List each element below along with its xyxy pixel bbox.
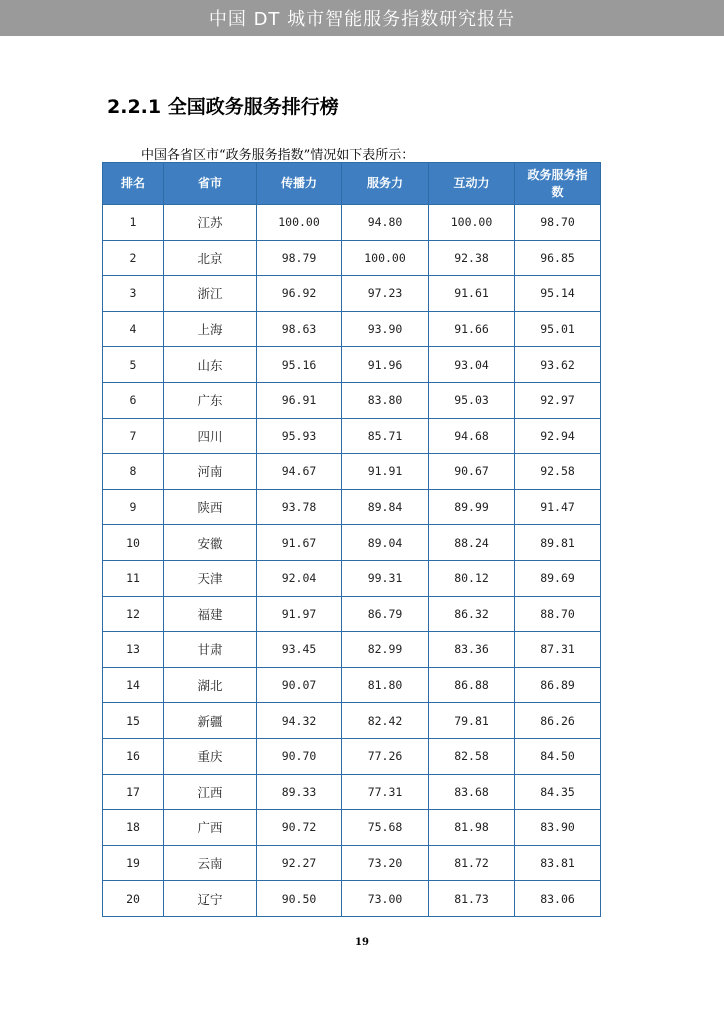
province-cell: 江西 (164, 774, 257, 810)
service-cell: 85.71 (342, 418, 429, 454)
index-cell: 84.35 (515, 774, 601, 810)
table-row (103, 454, 601, 490)
spread-cell: 93.78 (257, 489, 342, 525)
rank-cell: 19 (103, 845, 164, 881)
province-cell: 天津 (164, 560, 257, 596)
spread-cell: 92.04 (257, 560, 342, 596)
rank-cell: 3 (103, 276, 164, 312)
interaction-cell: 90.67 (429, 454, 515, 490)
spread-cell: 91.97 (257, 596, 342, 632)
table-row (103, 382, 601, 418)
table-row (103, 881, 601, 917)
index-cell: 86.26 (515, 703, 601, 739)
rank-cell: 5 (103, 347, 164, 383)
province-cell: 河南 (164, 454, 257, 490)
header-spread: 传播力 (257, 163, 342, 205)
interaction-cell: 91.66 (429, 311, 515, 347)
interaction-cell: 86.32 (429, 596, 515, 632)
province-cell: 陕西 (164, 489, 257, 525)
province-cell: 辽宁 (164, 881, 257, 917)
index-cell: 86.89 (515, 667, 601, 703)
service-cell: 89.84 (342, 489, 429, 525)
spread-cell: 94.32 (257, 703, 342, 739)
interaction-cell: 81.98 (429, 810, 515, 846)
service-cell: 77.26 (342, 738, 429, 774)
spread-cell: 90.72 (257, 810, 342, 846)
interaction-cell: 82.58 (429, 738, 515, 774)
rank-cell: 10 (103, 525, 164, 561)
rank-cell: 2 (103, 240, 164, 276)
table-row (103, 276, 601, 312)
spread-cell: 93.45 (257, 632, 342, 668)
province-cell: 云南 (164, 845, 257, 881)
service-cell: 91.96 (342, 347, 429, 383)
rank-cell: 9 (103, 489, 164, 525)
service-cell: 97.23 (342, 276, 429, 312)
interaction-cell: 79.81 (429, 703, 515, 739)
spread-cell: 90.70 (257, 738, 342, 774)
interaction-cell: 100.00 (429, 205, 515, 241)
index-cell: 92.97 (515, 382, 601, 418)
spread-cell: 90.07 (257, 667, 342, 703)
index-cell: 83.06 (515, 881, 601, 917)
index-cell: 96.85 (515, 240, 601, 276)
spread-cell: 91.67 (257, 525, 342, 561)
rank-cell: 4 (103, 311, 164, 347)
province-cell: 江苏 (164, 205, 257, 241)
interaction-cell: 86.88 (429, 667, 515, 703)
table-row (103, 632, 601, 668)
index-cell: 92.58 (515, 454, 601, 490)
province-cell: 浙江 (164, 276, 257, 312)
table-row (103, 240, 601, 276)
rank-cell: 15 (103, 703, 164, 739)
rank-cell: 18 (103, 810, 164, 846)
header-index-label: 政务服务指数 (527, 167, 588, 199)
interaction-cell: 88.24 (429, 525, 515, 561)
province-cell: 四川 (164, 418, 257, 454)
table-row (103, 596, 601, 632)
province-cell: 山东 (164, 347, 257, 383)
rank-cell: 12 (103, 596, 164, 632)
service-cell: 77.31 (342, 774, 429, 810)
service-cell: 75.68 (342, 810, 429, 846)
index-cell: 93.62 (515, 347, 601, 383)
province-cell: 新疆 (164, 703, 257, 739)
rank-cell: 1 (103, 205, 164, 241)
spread-cell: 96.91 (257, 382, 342, 418)
service-cell: 81.80 (342, 667, 429, 703)
service-cell: 82.99 (342, 632, 429, 668)
spread-cell: 94.67 (257, 454, 342, 490)
ranking-table (102, 162, 601, 917)
spread-cell: 89.33 (257, 774, 342, 810)
table-row (103, 667, 601, 703)
index-cell: 87.31 (515, 632, 601, 668)
spread-cell: 95.16 (257, 347, 342, 383)
table-row (103, 810, 601, 846)
table-row (103, 560, 601, 596)
interaction-cell: 83.68 (429, 774, 515, 810)
service-cell: 99.31 (342, 560, 429, 596)
table-row (103, 489, 601, 525)
index-cell: 95.14 (515, 276, 601, 312)
header-index (515, 163, 601, 205)
interaction-cell: 81.72 (429, 845, 515, 881)
service-cell: 73.20 (342, 845, 429, 881)
table-row (103, 205, 601, 241)
rank-cell: 13 (103, 632, 164, 668)
spread-cell: 98.79 (257, 240, 342, 276)
rank-cell: 7 (103, 418, 164, 454)
service-cell: 91.91 (342, 454, 429, 490)
index-cell: 88.70 (515, 596, 601, 632)
spread-cell: 98.63 (257, 311, 342, 347)
header-service: 服务力 (342, 163, 429, 205)
table-row (103, 738, 601, 774)
index-cell: 83.81 (515, 845, 601, 881)
province-cell: 广西 (164, 810, 257, 846)
table-row (103, 525, 601, 561)
report-title: 中国 DT 城市智能服务指数研究报告 (208, 9, 516, 30)
index-cell: 84.50 (515, 738, 601, 774)
page-number: 19 (355, 937, 369, 948)
rank-cell: 17 (103, 774, 164, 810)
province-cell: 重庆 (164, 738, 257, 774)
province-cell: 湖北 (164, 667, 257, 703)
province-cell: 福建 (164, 596, 257, 632)
province-cell: 广东 (164, 382, 257, 418)
table-row (103, 311, 601, 347)
table-intro-text: 中国各省区市“政务服务指数”情况如下表所示： (141, 148, 415, 163)
table-header-row (103, 163, 601, 205)
spread-cell: 96.92 (257, 276, 342, 312)
table-row (103, 774, 601, 810)
index-cell: 98.70 (515, 205, 601, 241)
rank-cell: 20 (103, 881, 164, 917)
interaction-cell: 92.38 (429, 240, 515, 276)
table-row (103, 845, 601, 881)
province-cell: 北京 (164, 240, 257, 276)
spread-cell: 90.50 (257, 881, 342, 917)
interaction-cell: 83.36 (429, 632, 515, 668)
rank-cell: 11 (103, 560, 164, 596)
section-title: 2.2.1 全国政务服务排行榜 (107, 96, 339, 118)
province-cell: 甘肃 (164, 632, 257, 668)
table-header (103, 163, 601, 205)
interaction-cell: 80.12 (429, 560, 515, 596)
index-cell: 89.81 (515, 525, 601, 561)
interaction-cell: 93.04 (429, 347, 515, 383)
rank-cell: 6 (103, 382, 164, 418)
service-cell: 73.00 (342, 881, 429, 917)
report-header-bar (0, 0, 724, 36)
header-rank: 排名 (103, 163, 164, 205)
interaction-cell: 89.99 (429, 489, 515, 525)
spread-cell: 95.93 (257, 418, 342, 454)
province-cell: 上海 (164, 311, 257, 347)
spread-cell: 92.27 (257, 845, 342, 881)
header-province: 省市 (164, 163, 257, 205)
rank-cell: 8 (103, 454, 164, 490)
interaction-cell: 81.73 (429, 881, 515, 917)
rank-cell: 16 (103, 738, 164, 774)
service-cell: 86.79 (342, 596, 429, 632)
table-row (103, 703, 601, 739)
service-cell: 94.80 (342, 205, 429, 241)
service-cell: 82.42 (342, 703, 429, 739)
spread-cell: 100.00 (257, 205, 342, 241)
interaction-cell: 91.61 (429, 276, 515, 312)
service-cell: 89.04 (342, 525, 429, 561)
rank-cell: 14 (103, 667, 164, 703)
table-row (103, 418, 601, 454)
table-row (103, 347, 601, 383)
header-interaction: 互动力 (429, 163, 515, 205)
interaction-cell: 95.03 (429, 382, 515, 418)
index-cell: 83.90 (515, 810, 601, 846)
province-cell: 安徽 (164, 525, 257, 561)
index-cell: 92.94 (515, 418, 601, 454)
table-body (103, 205, 601, 917)
service-cell: 100.00 (342, 240, 429, 276)
interaction-cell: 94.68 (429, 418, 515, 454)
index-cell: 91.47 (515, 489, 601, 525)
index-cell: 95.01 (515, 311, 601, 347)
service-cell: 93.90 (342, 311, 429, 347)
service-cell: 83.80 (342, 382, 429, 418)
index-cell: 89.69 (515, 560, 601, 596)
